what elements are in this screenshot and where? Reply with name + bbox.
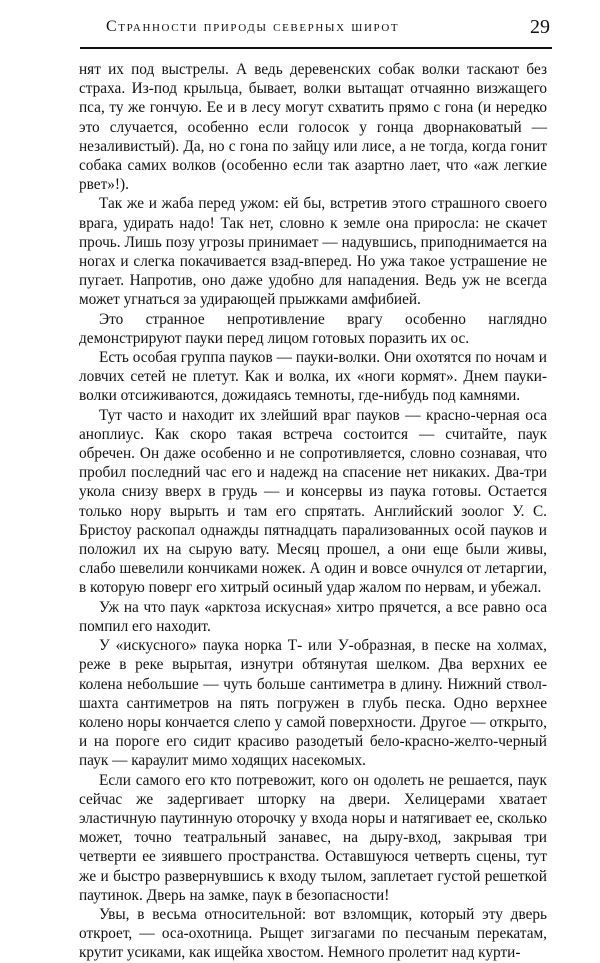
running-title: Странности природы северных широт	[106, 18, 400, 35]
paragraph: нят их под выстрелы. А ведь деревенских собак волки таскают без страха. Из-под крыльца, бывает, волки вытащат отчаянно визжащего пса, ту же гончую. Ее и в лесу могут схватить прямо с гона (и нередко это случается, особенно если голосок у гонца дворнаковатый — незаливистый). Да, но с гона по зайцу или лисе, а не тогда, когда гонит собака самих волков (особенно если так азартно лает, что «аж легкие рвет»!).	[79, 61, 547, 194]
paragraph: Уж на что паук «арктоза искусная» хитро прячется, а все равно оса помпил его находит.	[79, 598, 547, 635]
paragraph: Тут часто и находит их злейший враг пауков — красно-черная оса аноплиус. Как скоро такая встреча состоится — считайте, паук обречен. Он даже особенно и не сопротивляется, словно сознавая, что пробил последний час его и надежд на спасение нет никаких. Два-три укола снизу вверх в грудь — и консервы из паука готовы. Остается только нору вырыть и там его спрятать. Английский зоолог У. С. Бристоу раскопал однажды пятнадцать парализованных осой пауков и положил их на сырую вату. Месяц прошел, а они еще были живы, слабо шевелили кончиками ножек. А один и вовсе очнулся от летаргии, в которую поверг его хитрый осиный удар жалом по нервам, и убежал.	[79, 406, 547, 597]
paragraph: Увы, в весьма относительной: вот взломщик, который эту дверь откроет, — оса-охотница. Рыщет зигзагами по песчаным перекатам, крутит усиками, как ищейка хвостом. Немного пролетит над курти-	[79, 905, 547, 962]
running-head	[84, 18, 550, 44]
body-text	[79, 60, 547, 963]
page-number: 29	[530, 16, 550, 38]
paragraph: Это странное непротивление врагу особенно наглядно демонстрируют пауки перед лицом готовых поразить их ос.	[79, 310, 547, 347]
paragraph: У «искусного» паука норка Т- или У-образная, в песке на холмах, реже в реке вырытая, изнутри обтянутая шелком. Два верхних ее колена небольшие — чуть больше сантиметра в длину. Нижний ствол-шахта сантиметров на пять погружен в глубь песка. Одно верхнее колено норы кончается слепо у самой поверхности. Другое — открыто, и на пороге его сидит красиво разодетый бело-красно-желто-черный паук — караулит мимо ходящих насекомых.	[79, 637, 547, 770]
header-rule	[80, 47, 552, 49]
paragraph: Если самого его кто потревожит, кого он одолеть не решается, паук сейчас же задергивает шторку на двери. Хелицерами хватает эластичную паутинную оторочку у входа норы и натягивает ее, сколько может, точно театральный занавес, на дыру-вход, закрывая три четверти ее зиявшего пространства. Оставшуюся четверть сцены, тут же и быстро развернувшись к входу тылом, заплетает густой решеткой паутинок. Дверь на замке, паук в безопасности!	[79, 771, 547, 904]
paragraph: Есть особая группа пауков — пауки-волки. Они охотятся по ночам и ловчих сетей не плетут. Как и волка, их «ноги кормят». Днем пауки-волки отсиживаются, дожидаясь темноты, где-нибудь под камнями.	[79, 349, 547, 405]
paragraph: Так же и жаба перед ужом: ей бы, встретив этого страшного своего врага, удирать надо! Так нет, словно к земле она приросла: не скачет прочь. Лишь позу угрозы принимает — надувшись, приподнимается на ногах и слегка покачивается взад-вперед. Но ужа такое устрашение не пугает. Напротив, оно даже удобно для нападения. Ведь уж не всегда может угнаться за удирающей прыжками амфибией.	[79, 195, 547, 309]
